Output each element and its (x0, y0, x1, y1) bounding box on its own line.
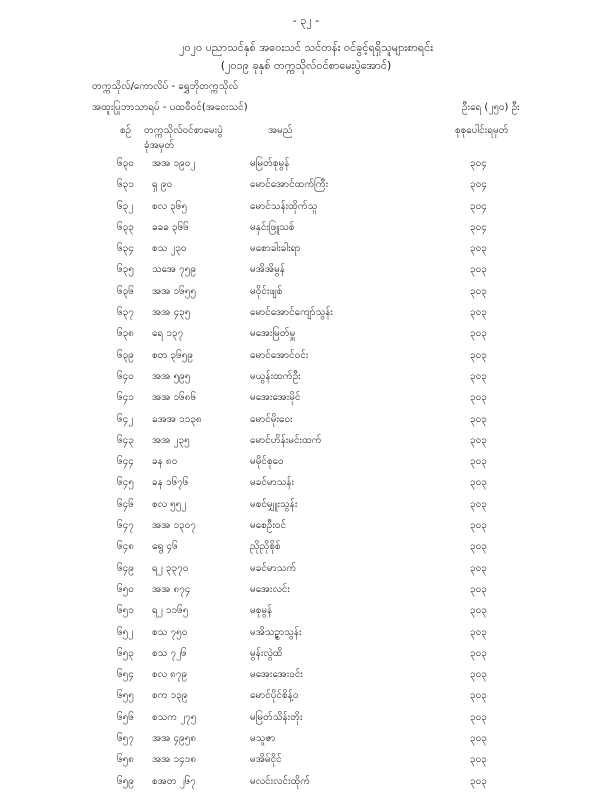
row-number: ၆၅၄ (117, 669, 134, 681)
table-row (0, 345, 612, 366)
table-row (0, 409, 612, 430)
row-number: ၆၄၇ (117, 520, 134, 532)
row-number: ၆၅၈ (117, 754, 134, 766)
table-row (0, 323, 612, 344)
table-row (0, 579, 612, 600)
roll-number: စသ ၇၅၀ (152, 626, 188, 638)
row-number: ၆၃၃ (117, 221, 134, 233)
roll-number: ရေ ၁၃၇ (152, 328, 184, 340)
row-number: ၆၄၄ (117, 456, 134, 468)
row-number: ၆၃၆ (117, 285, 134, 297)
table-row (0, 707, 612, 728)
roll-number: စလ ၃၆၅ (152, 200, 188, 212)
total-mark: ၃၀၃ (470, 413, 487, 425)
row-number: ၆၄၂ (117, 413, 134, 425)
table-row (0, 749, 612, 770)
total-mark: ၃၀၃ (470, 370, 487, 382)
row-number: ၆၅၂ (117, 626, 134, 638)
total-mark: ၃၀၃ (470, 520, 487, 532)
table-row (0, 515, 612, 536)
roll-number: ရ၂ ၃၃၇၀ (152, 562, 189, 574)
table-row (0, 472, 612, 493)
student-name: မယွန်းထက်ဦး (250, 370, 301, 382)
roll-number: စတ ၃၆၅၉ (152, 349, 194, 361)
total-mark: ၃၀၃ (470, 775, 487, 787)
student-name: မသူဇာ (250, 733, 276, 745)
table-row (0, 238, 612, 259)
table-row (0, 302, 612, 323)
student-name: ညိုညိုစိုစ် (250, 541, 281, 553)
page-title: ၂၀၂၀ ပညာသင်နှစ် အဝေးသင် သင်တန်း ဝင်ခွင့်ရရှိသူများစာရင်း (178, 41, 433, 54)
student-name: မလင်းလင်းထိုက် (250, 775, 311, 787)
student-name: မမြတ်သိန်းတိုး (250, 711, 303, 723)
student-name: မအေးအေးဝင်း (250, 669, 303, 681)
roll-number: အအ ၂၃၅ (152, 434, 190, 446)
row-number: ၆၄၈ (117, 541, 134, 553)
student-name: မဝိုင်းဖျစ် (250, 285, 283, 297)
total-mark: ၃၀၃ (470, 626, 487, 638)
student-name: မအိမ်ငိုင် (250, 754, 282, 766)
roll-number: စသ ၂၃၀ (152, 243, 187, 255)
roll-number: အအ ၁၄၁၈ (152, 754, 197, 766)
header-roll: တက္ကသိုလ်ဝင်စာမေးပွဲ (144, 125, 223, 136)
total-mark: ၃၀၃ (470, 733, 487, 745)
total-mark: ၃၀၄ (470, 221, 487, 233)
student-name: မစင်မျှူးသွန်း (250, 498, 298, 510)
roll-number: အအ ၈၇၄ (152, 583, 191, 595)
table-row (0, 600, 612, 621)
roll-number: စသ ၇၂၆ (152, 647, 187, 659)
subject-label: အထူးပြုဘာသာရပ် - ပထဝီဝင်(အဝေးသင်) (92, 102, 248, 113)
row-number: ၆၅၀ (117, 583, 134, 595)
roll-number: ရ၂ ၁၁၆၅ (152, 605, 189, 617)
row-number: ၆၃၉ (117, 349, 134, 361)
total-mark: ၃၀၃ (470, 647, 487, 659)
table-row (0, 536, 612, 557)
row-number: ၆၅၁ (117, 605, 134, 617)
table-row (0, 366, 612, 387)
roll-number: စအတ ၂၆၇ (152, 775, 196, 787)
student-name: မောင်ဟိန်းမင်းထက် (250, 434, 322, 446)
row-number: ၆၅၇ (117, 733, 134, 745)
student-name: မစုမွန် (250, 605, 273, 617)
table-row (0, 494, 612, 515)
student-name: မအိသဉ္ဇာသွန်း (250, 626, 302, 638)
total-mark: ၃၀၃ (470, 562, 487, 574)
total-mark: ၃၀၄ (470, 200, 487, 212)
roll-number: အအ ၁၉၀၂ (152, 158, 196, 169)
table-row (0, 430, 612, 451)
roll-number: ခန ၈၀ (152, 456, 178, 468)
total-mark: ၃၀၃ (470, 264, 487, 276)
table-row (0, 281, 612, 302)
row-number: ၆၃၂ (117, 200, 134, 212)
table-row (0, 451, 612, 472)
row-number: ၆၅၆ (117, 711, 134, 723)
row-number: ၆၃၀ (117, 158, 134, 169)
student-name: မနှင်းဖြူသစ် (250, 221, 295, 233)
university-label: တက္ကသိုလ်/ကောလိပ် - ရွှေဘိုတက္ကသိုလ် (92, 81, 238, 92)
table-row (0, 558, 612, 579)
roll-number: ရွေ ၄၆ (152, 541, 178, 553)
row-number: ၆၃၇ (117, 307, 134, 319)
total-mark: ၃၀၃ (470, 477, 487, 489)
student-name: မွန်းလွဲထိ (250, 647, 283, 659)
student-name: မမိုင်စုဝေ (250, 456, 284, 468)
row-number: ၆၃၈ (117, 328, 134, 340)
total-mark: ၃၀၃ (470, 754, 487, 766)
student-name: မောင်အောင်ကျော်သွန်း (250, 307, 333, 319)
total-mark: ၃၀၃ (470, 434, 487, 446)
total-mark: ၃၀၄ (470, 179, 487, 191)
table-row (0, 217, 612, 238)
total-mark: ၃၀၃ (470, 711, 487, 723)
roll-number: အအ ၄၃၅ (152, 307, 191, 319)
table-row (0, 259, 612, 280)
table-row (0, 622, 612, 643)
roll-number: အအ ၁၆၅၅ (152, 285, 197, 297)
header-roll-line2: ခုံအမှတ် (144, 140, 175, 151)
total-mark: ၃၀၃ (470, 690, 487, 702)
page-subtitle: (၂၀၁၉ ခုနှစ် တက္ကသိုလ်ဝင်စာမေးပွဲအောင်) (220, 59, 392, 72)
roll-number: ခခခ ၃၆၆ (152, 221, 189, 233)
roll-number: စလ ၈၇၉ (152, 669, 188, 681)
header-score: စုစုပေါင်းရမှတ် (455, 125, 509, 136)
total-mark: ၃၀၃ (470, 285, 487, 297)
roll-number: အအ ၄၉၅၈ (152, 733, 197, 745)
table-row (0, 664, 612, 685)
roll-number: ခအအ ၁၁၃၈ (152, 413, 202, 425)
roll-number: အအ ၁၃၀၇ (152, 520, 197, 532)
student-name: မအိအိမွန် (250, 264, 285, 276)
table-row (0, 174, 612, 195)
table-row (0, 196, 612, 217)
roll-number: စလ ၅၅၂ (152, 498, 187, 510)
page-number: - ၃၂ - (292, 14, 320, 27)
total-mark: ၃၀၃ (470, 243, 487, 255)
student-name: မောင်အောင်ဝင်း (250, 349, 309, 361)
row-number: ၆၅၉ (117, 775, 134, 787)
student-name: မအေးမြတ်မှူ (250, 328, 296, 340)
roll-number: အအ ၅၉၅ (152, 370, 191, 382)
count-label: ဦးရေ (၂၅၀) ဦး (462, 102, 520, 113)
roll-number: စက ၁၃၉ (152, 690, 188, 702)
total-mark: ၃၀၃ (470, 456, 487, 468)
total-mark: ၃၀၃ (470, 392, 487, 404)
roll-number: ခန ၁၆၇၆ (152, 477, 189, 489)
roll-number: အအ ၁၆၈၆ (152, 392, 197, 404)
row-number: ၆၅၅ (117, 690, 134, 702)
table-row (0, 685, 612, 706)
total-mark: ၃၀၃ (470, 328, 487, 340)
row-number: ၆၅၃ (117, 647, 134, 659)
row-number: ၆၄၀ (117, 370, 134, 382)
student-name: မောင်ပိုင်စိန့်၀ (250, 690, 299, 702)
row-number: ၆၄၁ (117, 392, 134, 404)
table-row (0, 728, 612, 749)
student-name: မောင်အောင်ထက်ကြီး (250, 179, 329, 191)
row-number: ၆၃၁ (117, 179, 134, 191)
table-row (0, 153, 612, 174)
student-name: မခင်မာသန်း (250, 477, 295, 489)
row-number: ၆၄၃ (117, 434, 134, 446)
total-mark: ၃၀၃ (470, 498, 487, 510)
header-no: စဉ် (120, 125, 132, 136)
student-name: မမြတ်စုမွန် (250, 158, 290, 169)
roll-number: စသက ၂၇၅ (152, 711, 197, 723)
total-mark: ၃၀၄ (470, 158, 487, 169)
total-mark: ၃၀၃ (470, 605, 487, 617)
student-name: မစောခါးခါးရာ (250, 243, 301, 255)
results-table (0, 153, 612, 792)
student-name: မအေးလင်း (250, 583, 290, 595)
row-number: ၆၄၉ (117, 562, 134, 574)
total-mark: ၃၀၃ (470, 669, 487, 681)
student-name: မောင်မိုးဝေး (250, 413, 293, 425)
row-number: ၆၄၅ (117, 477, 134, 489)
row-number: ၆၃၄ (117, 243, 134, 255)
student-name: မအေးအေးမိုင် (250, 392, 301, 404)
total-mark: ၃၀၃ (470, 541, 487, 553)
roll-number: သအေ ၇၅၉ (152, 264, 196, 276)
student-name: မခင်မာသက် (250, 562, 297, 574)
row-number: ၆၃၅ (117, 264, 134, 276)
table-row (0, 771, 612, 792)
roll-number: ရှ ၉၀ (152, 179, 173, 191)
total-mark: ၃၀၃ (470, 583, 487, 595)
row-number: ၆၄၆ (117, 498, 134, 510)
total-mark: ၃၀၃ (470, 307, 487, 319)
table-row (0, 387, 612, 408)
table-row (0, 643, 612, 664)
student-name: မောင်သန်းထိုက်သူ (250, 200, 318, 212)
header-name: အမည် (268, 125, 293, 136)
total-mark: ၃၀၃ (470, 349, 487, 361)
student-name: မစေဦးဝင် (250, 520, 287, 532)
